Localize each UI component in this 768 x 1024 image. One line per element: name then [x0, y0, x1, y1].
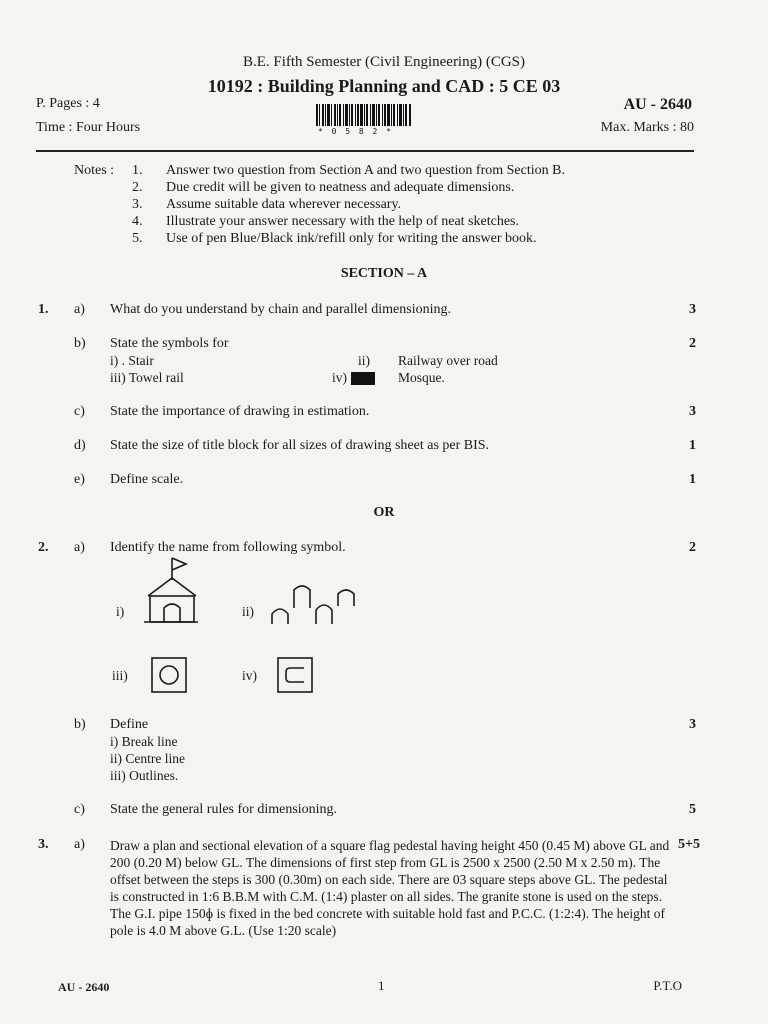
- question-marks: 2: [689, 336, 696, 351]
- question-3-number: 3.: [38, 837, 49, 852]
- symbol-label: iv): [242, 668, 257, 683]
- school-symbol-icon: [142, 556, 200, 626]
- symbol-label: i): [116, 604, 125, 619]
- page-count: P. Pages : 4: [36, 96, 100, 111]
- question-text: Identify the name from following symbol.: [110, 540, 346, 555]
- definition-item: ii) Centre line: [110, 751, 185, 766]
- section-a-heading: SECTION – A: [340, 266, 428, 281]
- question-text: Define: [110, 717, 149, 732]
- note-item: 4. Illustrate your answer necessary with the help of neat sketches.: [132, 214, 519, 229]
- question-marks: 3: [689, 404, 696, 419]
- question-text: State the symbols for: [110, 336, 229, 351]
- question-part-label: d): [74, 438, 86, 453]
- redaction-mark: [351, 372, 375, 385]
- question-text: State the general rules for dimensioning.: [110, 802, 338, 817]
- question-marks: 1: [689, 472, 696, 487]
- symbol-item: iii) Towel rail: [110, 370, 184, 385]
- note-item: 2. Due credit will be given to neatness and adequate dimensions.: [132, 180, 515, 195]
- question-text: Define scale.: [110, 472, 184, 487]
- question-marks: 5+5: [678, 837, 700, 852]
- question-text: State the importance of drawing in estimation.: [110, 404, 370, 419]
- question-part-label: a): [74, 540, 85, 555]
- question-text: What do you understand by chain and parallel dimensioning.: [110, 302, 451, 317]
- symbol-item-number: iv): [332, 370, 375, 386]
- symbol-item: Mosque.: [398, 370, 445, 385]
- question-marks: 1: [689, 438, 696, 453]
- question-marks: 3: [689, 302, 696, 317]
- question-text: State the size of title block for all sizes of drawing sheet as per BIS.: [110, 438, 490, 453]
- barcode-icon: [316, 104, 412, 126]
- notes-label: Notes :: [74, 163, 115, 178]
- question-marks: 5: [689, 802, 696, 817]
- max-marks: Max. Marks : 80: [600, 120, 694, 135]
- square-circle-symbol-icon: [150, 656, 190, 694]
- note-item: 1. Answer two question from Section A and two question from Section B.: [132, 163, 565, 178]
- barcode-number: * 0 5 8 2 *: [318, 127, 393, 136]
- please-turn-over: P.T.O: [653, 978, 682, 993]
- question-2-number: 2.: [38, 540, 49, 555]
- question-part-label: a): [74, 302, 85, 317]
- question-text: Draw a plan and sectional elevation of a square flag pedestal having height 450 (0.45 M) above GL and 200 (0.20 M) below GL. The dimensions of first step from GL is 2500 x 2500 (2.50 M x 2.50 m). The offset between the steps is 300 (0.30m) on each side. There are 03 square steps above GL. The pedestal is constructed in 1:6 B.B.M with C.M. (1:4) plaster on all sides. The granite stone is used on the steps. The G.I. pipe 150ɸ is fixed in the bed concrete with suitable hold fast and P.C.C. (1:2:4). The height of pole is 4.0 M above G.L. (Use 1:20 scale): [110, 838, 670, 938]
- symbol-item-number: ii): [358, 353, 370, 368]
- arches-symbol-icon: [268, 584, 360, 628]
- square-bracket-symbol-icon: [276, 656, 316, 694]
- paper-code: AU - 2640: [623, 96, 692, 113]
- question-part-label: b): [74, 717, 86, 732]
- question-part-label: c): [74, 404, 85, 419]
- note-item: 3. Assume suitable data wherever necessary.: [132, 197, 402, 212]
- page-number: 1: [378, 978, 385, 993]
- note-item: 5. Use of pen Blue/Black ink/refill only for writing the answer book.: [132, 231, 537, 246]
- question-marks: 3: [689, 717, 696, 732]
- or-divider: OR: [373, 505, 395, 520]
- footer-paper-code: AU - 2640: [58, 980, 110, 994]
- course-line: B.E. Fifth Semester (Civil Engineering) (CGS): [242, 54, 526, 70]
- question-part-label: b): [74, 336, 86, 351]
- symbol-item: Railway over road: [398, 353, 498, 368]
- question-part-label: c): [74, 802, 85, 817]
- symbol-item: i) . Stair: [110, 353, 154, 368]
- header-divider: [36, 150, 694, 152]
- symbol-label: iii): [112, 668, 128, 683]
- question-part-label: a): [74, 837, 85, 852]
- question-1-number: 1.: [38, 302, 49, 317]
- question-marks: 2: [689, 540, 696, 555]
- definition-item: i) Break line: [110, 734, 178, 749]
- paper-title: 10192 : Building Planning and CAD : 5 CE 03: [207, 76, 561, 96]
- question-part-label: e): [74, 472, 85, 487]
- symbol-label: ii): [242, 604, 254, 619]
- exam-duration: Time : Four Hours: [36, 120, 141, 135]
- definition-item: iii) Outlines.: [110, 768, 179, 783]
